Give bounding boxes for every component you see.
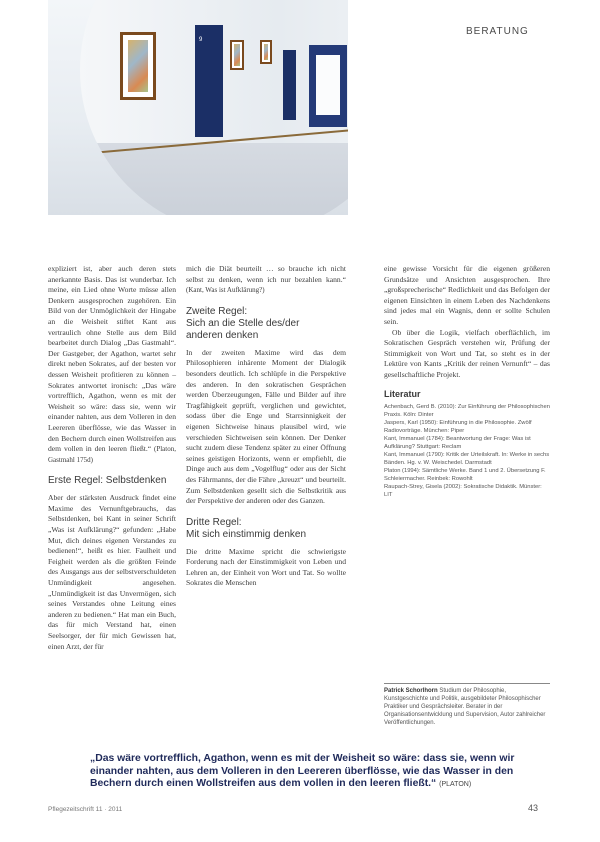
footer-publication: Pflegezeitschrift 11 · 2011 <box>48 806 123 813</box>
literature-list <box>384 403 550 499</box>
heading-second-rule: Zweite Regel: Sich an die Stelle des/der anderen denken <box>186 305 300 341</box>
literature-item: Jaspers, Karl (1950): Einführung in die Philosophie. Zwölf Radiovorträge. München: Piper <box>384 420 532 435</box>
literature-item: Achenbach, Gerd B. (2010): Zur Einführung der Philosophischen Praxis. Köln: Dinter <box>384 404 550 419</box>
literature-item: Raupach-Strey, Gisela (2002): Sokratische Didaktik. Münster: LIT <box>384 484 542 499</box>
hallway-floor <box>80 143 348 215</box>
third-rule-text: Die dritte Maxime spricht die schwierigste Forderung nach der Einstimmigkeit von Leben und Lehren an, der Einheit von Wort und Tat. So wollte Sokrates die Menschen <box>186 546 346 588</box>
blue-door-mid <box>283 50 296 120</box>
col2-top-paragraph: mich die Diät beurteilt … so brauche ich nicht selbst zu denken, wenn ich nur bezahlen kann.“ (Kant, Was ist Aufklärung?) <box>186 264 346 295</box>
pull-quote-source: (PLATON) <box>439 781 472 789</box>
author-name: Patrick Schorlhorn <box>384 688 438 694</box>
section-label: BERATUNG <box>466 26 529 37</box>
author-bio <box>384 683 550 727</box>
hallway-photo <box>48 0 348 215</box>
heading-third-rule: Dritte Regel: Mit sich einstimmig denken <box>186 516 307 540</box>
second-rule-text: In der zweiten Maxime wird das dem Philosophieren inhärente Moment der Dialogik besonders deutlich. Ich schlüpfe in die Perspektive des anderen. In den sokratischen Gesprächen werden Überzeugungen, Fälle und Bilder auf ihre Tragfähigkeit geprüft, verglichen und gewichtet, sodass über die Enge und Starrsinnigkeit der eigenen Sichtweise hinaus plausibel wird, wie verschieden Sichtweisen sein können. Der Denker sucht zudem diese Tendenz später zu einer Öffnung seines geistigen Horizonts, wenn er empfiehlt, die Dinge auch aus dem „Vogelflug“ oder aus der Sicht des Fährmanns, der die Fähre „kreuzt“ und beurteilt. Zum Selbstdenken gesellt sich die Selbstkritik aus der Perspektive der anderen oder des Ganzen. <box>186 347 346 506</box>
framed-painting-mid <box>230 40 244 70</box>
first-rule-text: Aber der stärksten Ausdruck findet eine Maxime des Vernunftgebrauchs, das Selbstdenken, bei Kant in seiner Schrift „Was ist Aufklärung?“ gefunden: „Habe Mut, dich deines eigenen Verstandes zu bedienen!“, heißt es hier. Faulheit und Feigheit werden als die größten Feinde des Ausgangs aus der selbstverschuldeten Unmündigkeit angesehen. „Unmündigkeit ist das Unvermögen, sich seines Verstandes ohne Leitung eines anderen zu bedienen.“ Hat man ein Buch, das für mich Verstand hat, einen Seelsorger, der für mich Gewissen hat, einen Arzt, der für <box>48 493 176 651</box>
framed-painting-left <box>120 32 156 100</box>
column-3 <box>384 264 550 499</box>
end-window-light <box>316 55 340 115</box>
col3-second-paragraph: Ob über die Logik, vielfach oberflächlich, im Sokratischen Gespräch verstehen wir, Prüfung der Stimmigkeit von Wort und Tat, so steht es in der Lektüre von Kants „Kritik der reinen Vernunft“ – das gesellschaftliche Projekt. <box>384 327 550 379</box>
author-bio-text: Studium der Philosophie, Kunstgeschichte und Politik, ausgebildeter Philosophischer Praktiker und Gesprächsleiter. Berater in der Organisationsentwicklung und Supervision, Autor zahlreicher Veröffentlichungen. <box>384 688 546 726</box>
photo-circle <box>80 0 348 215</box>
column-2 <box>186 264 346 589</box>
intro-paragraph: expliziert ist, aber auch deren stets anerkannte Basis. Das ist wunderbar. Ich meine, ein Lied ohne Worte müsse allen Denkern ausgesprochen zugehören. Ein Bild von der Unmöglichkeit der Hingabe an die Weisheit stiftet Kant aus vertraulich ohne Stelle aus dem Bild bearbeitet durch Dialog „Das Gastmahl“. Der Gastgeber, der Agathon, wartet sehr direkt neben Sokrates, auf der besten vor dessen Weisheit profitieren zu können – Sokrates antwortet ironisch: „Das wäre vortrefflich, Agathon, wenn es mit der Weisheit so wäre: dass sie, wenn wir einander nahten, aus dem Volleren in den Leereren überflösse, wie das Wasser in den Bechern durch einen Wollstreifen aus dem vollen in den leeren fließt.“ (Platon, Gastmahl 175d) <box>48 264 176 464</box>
literature-item: Kant, Immanuel (1790): Kritik der Urteilskraft. In: Werke in sechs Bänden. Hg. v. W. Weischedel. Darmstadt <box>384 452 550 467</box>
page-number: 43 <box>528 803 539 813</box>
door-number: 9 <box>199 37 203 43</box>
column-1 <box>48 264 176 652</box>
literature-item: Kant, Immanuel (1784): Beantwortung der Frage: Was ist Aufklärung? Stuttgart: Reclam <box>384 436 531 451</box>
pull-quote-text: „Das wäre vortrefflich, Agathon, wenn es mit der Weisheit so wäre: dass sie, wenn wir einander nahten, aus dem Volleren in den Leereren überflösse, wie das Wasser in den Bechern durch einen Wollstreifen aus dem vollen in den leeren fließt.“ <box>90 753 515 790</box>
heading-first-rule: Erste Regel: Selbstdenken <box>48 475 167 487</box>
col3-top-paragraph: eine gewisse Vorsicht für die eigenen größeren Grundsätze und Ansichten ausgesprochen. Ihre „großsprecherische“ Redlichkeit und das Befolgen der eigenen Einsichten in einem Leben des Nachdenkens sind jedes mal ein Wagnis, denn er sollte Schulen sein. <box>384 264 550 326</box>
blue-door-left <box>195 25 223 137</box>
pull-quote <box>90 753 545 792</box>
literature-title: Literatur <box>384 388 421 399</box>
literature-item: Platon (1994): Sämtliche Werke. Band 1 und 2. Übersetzung F. Schleiermacher. Reinbek: Rowohlt <box>384 468 546 483</box>
framed-painting-small <box>260 40 272 64</box>
